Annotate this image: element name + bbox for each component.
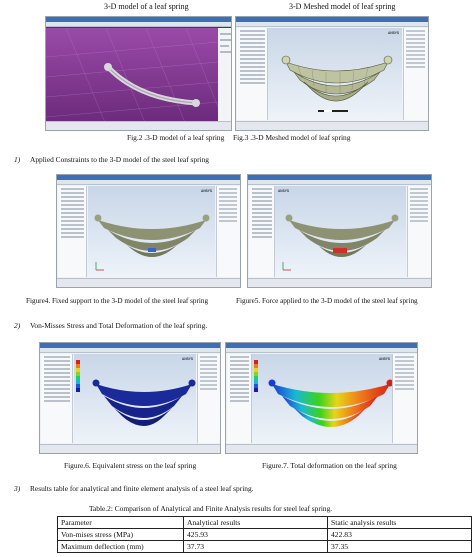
fig7-caption: Figure.7. Total deformation on the leaf spring	[262, 461, 397, 470]
table-header-cell: Parameter	[58, 517, 184, 529]
ansys-watermark: ANSYS	[182, 357, 193, 361]
fig2-screenshot	[45, 16, 232, 131]
fig2-heading: 3-D model of a leaf spring	[104, 2, 189, 11]
leaf-spring-3d-model	[46, 17, 232, 131]
fig7-screenshot	[225, 342, 418, 454]
fig4-caption: Figure4. Fixed support to the 3-D model of the steel leaf spring	[26, 297, 209, 305]
equivalent-stress-contour	[74, 354, 198, 446]
table-cell: Von-mises stress (MPa)	[58, 529, 184, 541]
leaf-spring-mesh	[268, 28, 404, 123]
section-3-heading: Results table for analytical and finite element analysis of a steel leaf spring.	[30, 484, 254, 493]
fig3-screenshot	[235, 16, 429, 131]
fixed-support-model	[88, 186, 217, 280]
ansys-watermark: ANSYS	[278, 189, 289, 193]
table-cell: 37.35	[328, 541, 472, 553]
table-row	[58, 529, 472, 541]
table-cell: Maximum deflection (mm)	[58, 541, 184, 553]
ansys-watermark: ANSYS	[201, 189, 212, 193]
force-applied-model	[275, 186, 408, 280]
section-2-number: 2)	[14, 321, 21, 330]
section-2-heading: Von-Misses Stress and Total Deformation of the leaf spring.	[30, 321, 208, 330]
table-header-cell: Static analysis results	[328, 517, 472, 529]
table-caption: Table.2: Comparison of Analytical and Finite Analysis results for steel leaf spring.	[89, 504, 333, 513]
section-1-number: 1)	[14, 155, 21, 164]
total-deformation-contour	[252, 354, 395, 446]
ansys-watermark: ANSYS	[379, 357, 390, 361]
section-3-number: 3)	[14, 484, 21, 493]
table-header-row	[58, 517, 472, 529]
table-cell: 37.73	[184, 541, 328, 553]
table-header-cell: Analytical results	[184, 517, 328, 529]
fig6-caption: Figure.6. Equivalent stress on the leaf spring	[64, 461, 197, 470]
fig3-caption: Fig.3 .3-D Meshed model of leaf spring	[233, 133, 351, 142]
ansys-watermark: ANSYS	[388, 31, 399, 35]
fig2-caption: Fig.2 .3-D model of a leaf spring	[127, 133, 225, 142]
fig4-screenshot	[56, 174, 241, 288]
section-1-heading: Applied Constraints to the 3-D model of the steel leaf spring	[30, 155, 209, 164]
table-cell: 425.93	[184, 529, 328, 541]
fig6-screenshot	[39, 342, 221, 454]
fig5-caption: Figure5. Force applied to the 3-D model of the steel leaf spring	[236, 297, 418, 305]
table-cell: 422.83	[328, 529, 472, 541]
results-table	[57, 516, 472, 553]
fig5-screenshot	[247, 174, 432, 288]
table-row	[58, 541, 472, 553]
fig3-heading: 3-D Meshed model of leaf spring	[289, 2, 396, 11]
